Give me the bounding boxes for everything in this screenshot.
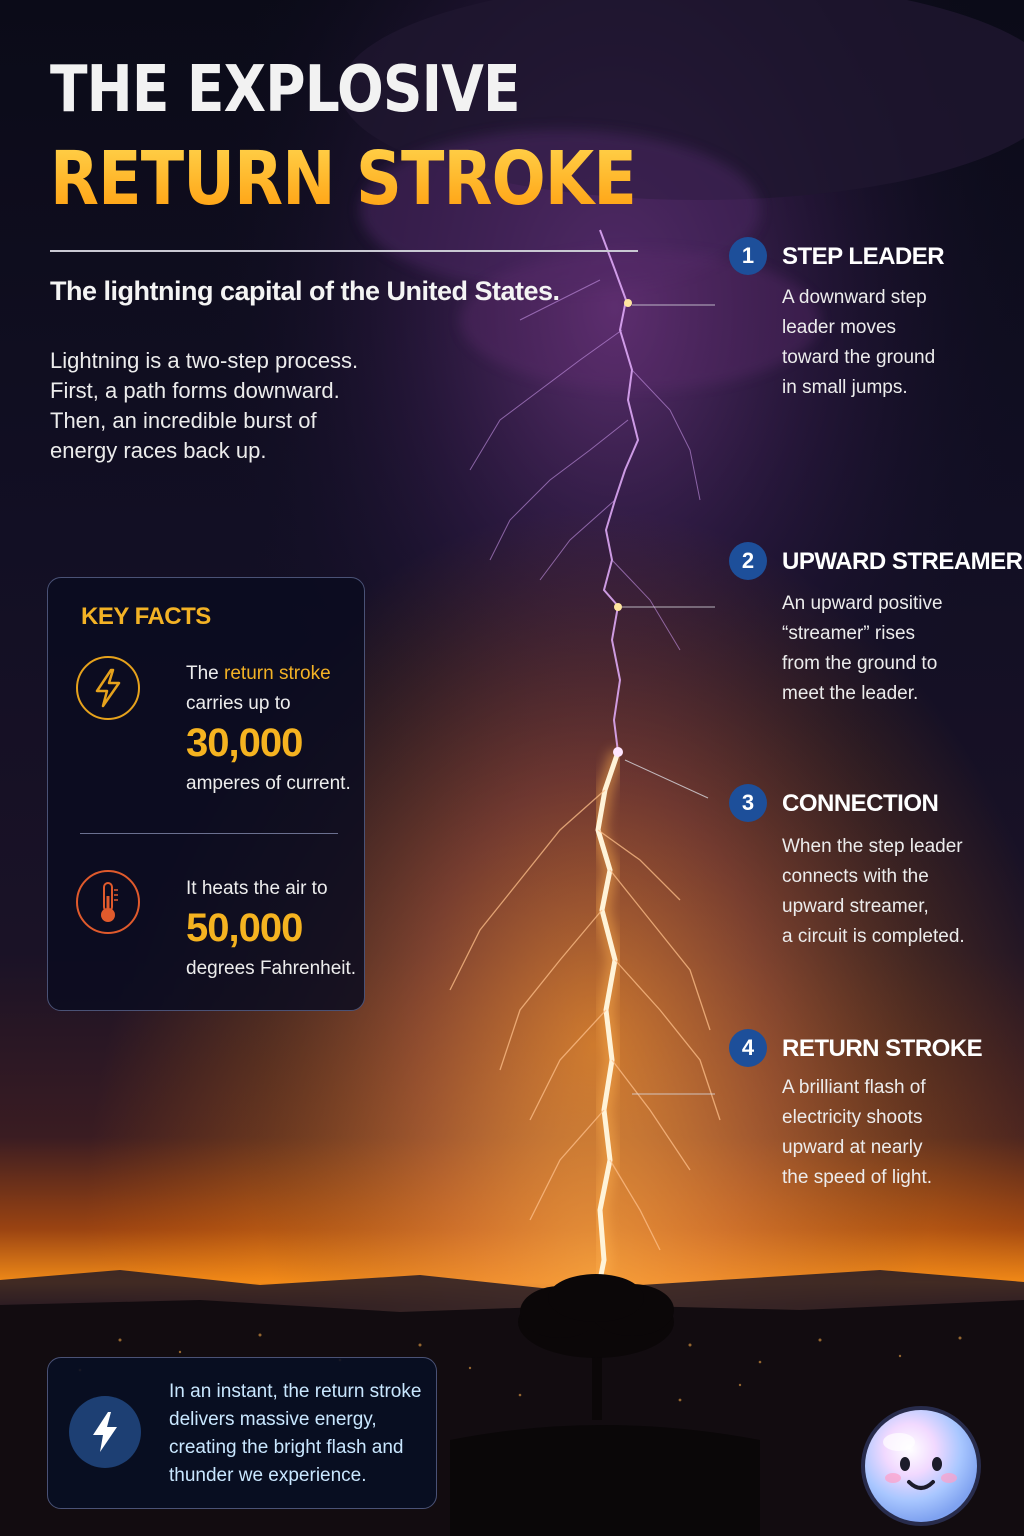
intro-line: Lightning is a two-step process.: [50, 348, 359, 373]
intro-paragraph: [50, 346, 380, 466]
lightning-bolt-icon: [69, 1396, 141, 1468]
smiley-mascot-icon: [857, 1402, 985, 1530]
fact2-line3: degrees Fahrenheit.: [186, 958, 357, 979]
intro-line: First, a path forms downward.: [50, 378, 340, 403]
step-description: [782, 589, 943, 709]
step-title: UPWARD STREAMER: [782, 548, 1023, 575]
step-line: A brilliant flash of: [782, 1077, 926, 1098]
facts-divider: [80, 833, 338, 834]
step-line: in small jumps.: [782, 377, 908, 398]
fact1-pre: The: [186, 663, 225, 684]
fact2-number: 50,000: [186, 906, 303, 950]
fact1-number: 30,000: [186, 721, 303, 765]
intro-line: Then, an incredible burst of: [50, 408, 317, 433]
lightning-bolt-icon: [76, 656, 140, 720]
step-title: CONNECTION: [782, 790, 939, 817]
key-facts-title: KEY FACTS: [81, 603, 211, 630]
step-title: RETURN STROKE: [782, 1035, 983, 1062]
step-line: “streamer” rises: [782, 623, 916, 644]
step-line: meet the leader.: [782, 683, 919, 704]
step-line: A downward step: [782, 287, 927, 308]
step-number-badge: 1: [729, 237, 767, 275]
fact1-highlight: return stroke: [224, 663, 331, 684]
step-line: toward the ground: [782, 347, 936, 368]
bottom-note-line: creating the bright flash and: [169, 1437, 404, 1458]
step-number-badge: 3: [729, 784, 767, 822]
step-line: the speed of light.: [782, 1167, 932, 1188]
title-line-2: RETURN STROKE: [50, 136, 636, 222]
key-facts-panel: [47, 577, 365, 1011]
step-title: STEP LEADER: [782, 243, 945, 270]
step-line: connects with the: [782, 866, 929, 887]
subtitle: The lightning capital of the United States.: [50, 276, 560, 306]
step-line: a circuit is completed.: [782, 926, 965, 947]
step-line: electricity shoots: [782, 1107, 923, 1128]
step-line: upward streamer,: [782, 896, 929, 917]
fact1-line3: amperes of current.: [186, 773, 351, 794]
step-line: leader moves: [782, 317, 897, 338]
title-line-1: THE EXPLOSIVE: [50, 53, 520, 127]
step-line: An upward positive: [782, 593, 943, 614]
step-line: upward at nearly: [782, 1137, 923, 1158]
thermometer-icon: [76, 870, 140, 934]
intro-line: energy races back up.: [50, 438, 267, 463]
fact1-line2: carries up to: [186, 693, 291, 714]
bottom-note-line: thunder we experience.: [169, 1465, 367, 1486]
fact1-line1: [186, 660, 331, 688]
step-number-badge: 4: [729, 1029, 767, 1067]
bottom-note-text: [169, 1378, 421, 1490]
step-description: [782, 832, 965, 952]
step-description: [782, 283, 935, 403]
fact2-line1: It heats the air to: [186, 878, 328, 899]
step-description: [782, 1073, 932, 1193]
step-number-badge: 2: [729, 542, 767, 580]
bottom-note-line: In an instant, the return stroke: [169, 1381, 422, 1402]
title-divider: [50, 250, 638, 252]
step-line: from the ground to: [782, 653, 938, 674]
bottom-note-panel: [47, 1357, 437, 1509]
step-line: When the step leader: [782, 836, 963, 857]
bottom-note-line: delivers massive energy,: [169, 1409, 377, 1430]
